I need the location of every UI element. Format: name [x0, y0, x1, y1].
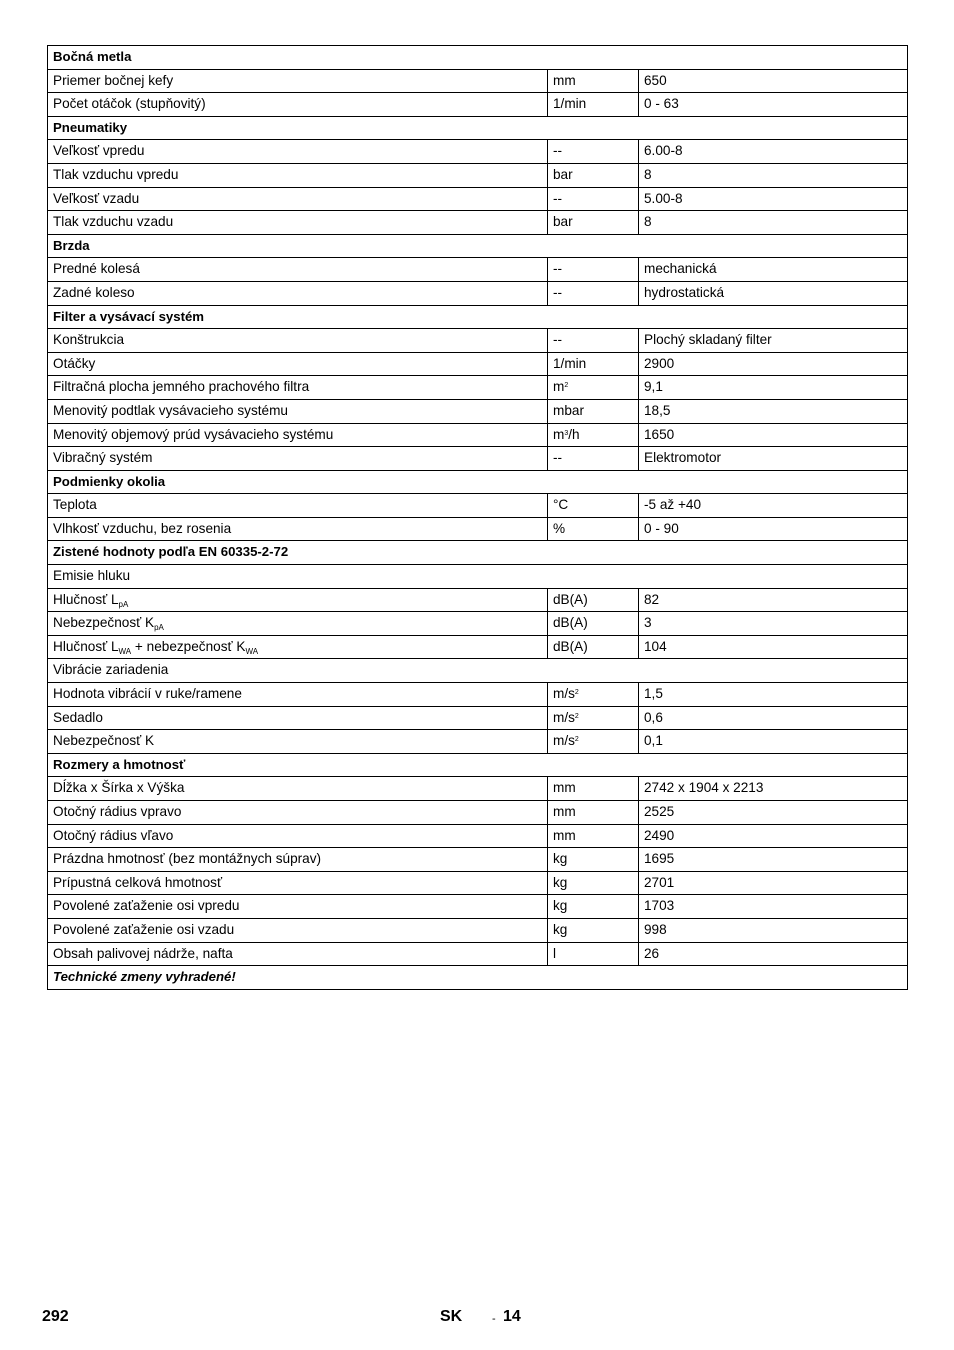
row-value: 650: [639, 69, 908, 93]
row-label: Povolené zaťaženie osi vzadu: [48, 918, 548, 942]
language-code: SK: [440, 1308, 463, 1325]
row-value: 1695: [639, 848, 908, 872]
row-label: Prípustná celková hmotnosť: [48, 871, 548, 895]
row-unit: --: [548, 329, 639, 353]
table-row: [48, 187, 908, 211]
subheading-row: [48, 565, 908, 589]
section-header-row: [48, 541, 908, 565]
table-row: [48, 895, 908, 919]
row-unit: --: [548, 258, 639, 282]
local-page-number: 14: [503, 1308, 521, 1325]
row-label: [48, 588, 548, 612]
row-label: Otáčky: [48, 352, 548, 376]
row-unit: mm: [548, 824, 639, 848]
row-label: [48, 635, 548, 659]
row-value: 3: [639, 612, 908, 636]
subheading-row: [48, 659, 908, 683]
row-value: 0,1: [639, 730, 908, 754]
row-label: Filtračná plocha jemného prachového filtra: [48, 376, 548, 400]
section-header-row: [48, 46, 908, 70]
row-label: Obsah palivovej nádrže, nafta: [48, 942, 548, 966]
row-value: 0,6: [639, 706, 908, 730]
row-unit: --: [548, 281, 639, 305]
footnote-row: [48, 966, 908, 990]
row-value: 2525: [639, 801, 908, 825]
unit-superscript: 2: [564, 382, 569, 390]
unit-rest: /h: [568, 426, 580, 442]
table-row: [48, 494, 908, 518]
row-label: Prázdna hmotnosť (bez montážnych súprav): [48, 848, 548, 872]
table-row: [48, 211, 908, 235]
row-unit: mbar: [548, 399, 639, 423]
row-unit: [548, 683, 639, 707]
table-row: [48, 69, 908, 93]
section-title: Brzda: [48, 234, 908, 258]
section-title: Podmienky okolia: [48, 470, 908, 494]
row-label: Zadné koleso: [48, 281, 548, 305]
label-text: + nebezpečnosť K: [131, 638, 246, 654]
section-title: Pneumatiky: [48, 116, 908, 140]
page-separator: -: [492, 1313, 496, 1325]
row-label: Konštrukcia: [48, 329, 548, 353]
section-header-row: [48, 234, 908, 258]
table-row: [48, 423, 908, 447]
table-row: [48, 683, 908, 707]
table-row: [48, 163, 908, 187]
table-row: [48, 918, 908, 942]
row-value: hydrostatická: [639, 281, 908, 305]
row-unit: 1/min: [548, 352, 639, 376]
label-text: Nebezpečnosť K: [53, 615, 155, 631]
row-value: 18,5: [639, 399, 908, 423]
row-label: Vibračný systém: [48, 447, 548, 471]
unit-base: m/s: [553, 733, 575, 749]
row-value: -5 až +40: [639, 494, 908, 518]
table-row: [48, 517, 908, 541]
row-label: Otočný rádius vpravo: [48, 801, 548, 825]
row-label: Tlak vzduchu vzadu: [48, 211, 548, 235]
row-unit: mm: [548, 777, 639, 801]
spec-table: [47, 45, 908, 990]
section-header-row: [48, 470, 908, 494]
row-unit: [548, 423, 639, 447]
row-unit: --: [548, 140, 639, 164]
row-label: Počet otáčok (stupňovitý): [48, 93, 548, 117]
row-unit: kg: [548, 895, 639, 919]
table-row: [48, 588, 908, 612]
table-row: [48, 801, 908, 825]
table-row: [48, 824, 908, 848]
row-value: 2900: [639, 352, 908, 376]
table-row: [48, 399, 908, 423]
row-unit: dB(A): [548, 612, 639, 636]
row-value: 0 - 90: [639, 517, 908, 541]
row-label: Priemer bočnej kefy: [48, 69, 548, 93]
row-unit: --: [548, 187, 639, 211]
row-label: Povolené zaťaženie osi vpredu: [48, 895, 548, 919]
unit-superscript: 2: [574, 712, 579, 720]
label-text: Hlučnosť L: [53, 591, 119, 607]
section-header-row: [48, 753, 908, 777]
row-value: 9,1: [639, 376, 908, 400]
row-value: 1703: [639, 895, 908, 919]
row-label: [48, 612, 548, 636]
row-label: Tlak vzduchu vpredu: [48, 163, 548, 187]
table-row: [48, 93, 908, 117]
row-unit: dB(A): [548, 588, 639, 612]
unit-base: m: [553, 379, 565, 395]
row-value: 2701: [639, 871, 908, 895]
unit-superscript: 2: [574, 736, 579, 744]
label-subscript: pA: [118, 599, 129, 609]
table-row: [48, 848, 908, 872]
row-unit: mm: [548, 69, 639, 93]
section-title: Bočná metla: [48, 46, 908, 70]
row-unit: mm: [548, 801, 639, 825]
vibration-subheading: Vibrácie zariadenia: [48, 659, 908, 683]
table-row: [48, 140, 908, 164]
row-unit: l: [548, 942, 639, 966]
unit-superscript: 3: [564, 429, 569, 437]
row-value: 1,5: [639, 683, 908, 707]
row-unit: 1/min: [548, 93, 639, 117]
unit-base: m/s: [553, 709, 575, 725]
row-value: 2490: [639, 824, 908, 848]
row-label: Teplota: [48, 494, 548, 518]
row-label: Otočný rádius vľavo: [48, 824, 548, 848]
table-row: [48, 258, 908, 282]
row-value: 8: [639, 211, 908, 235]
label-subscript: WA: [245, 646, 259, 656]
footnote: Technické zmeny vyhradené!: [48, 966, 908, 990]
row-label: Nebezpečnosť K: [48, 730, 548, 754]
row-unit: [548, 706, 639, 730]
row-value: 5.00-8: [639, 187, 908, 211]
row-label: Veľkosť vzadu: [48, 187, 548, 211]
section-header-row: [48, 305, 908, 329]
row-unit: bar: [548, 163, 639, 187]
row-unit: kg: [548, 848, 639, 872]
row-label: Dĺžka x Šírka x Výška: [48, 777, 548, 801]
row-label: Menovitý objemový prúd vysávacieho systému: [48, 423, 548, 447]
page-number: 292: [42, 1308, 69, 1325]
row-label: Hodnota vibrácií v ruke/ramene: [48, 683, 548, 707]
row-unit: [548, 730, 639, 754]
row-value: 2742 x 1904 x 2213: [639, 777, 908, 801]
row-unit: --: [548, 447, 639, 471]
row-value: 0 - 63: [639, 93, 908, 117]
table-row: [48, 706, 908, 730]
row-unit: [548, 376, 639, 400]
row-label: Veľkosť vpredu: [48, 140, 548, 164]
table-row: [48, 635, 908, 659]
section-header-row: [48, 116, 908, 140]
label-text: Hlučnosť L: [53, 638, 119, 654]
row-value: 1650: [639, 423, 908, 447]
label-subscript: pA: [154, 623, 164, 633]
table-row: [48, 376, 908, 400]
row-value: Elektromotor: [639, 447, 908, 471]
row-label: Sedadlo: [48, 706, 548, 730]
row-value: Plochý skladaný filter: [639, 329, 908, 353]
table-row: [48, 730, 908, 754]
row-unit: kg: [548, 871, 639, 895]
row-unit: °C: [548, 494, 639, 518]
row-value: 104: [639, 635, 908, 659]
row-label: Vlhkosť vzduchu, bez rosenia: [48, 517, 548, 541]
label-subscript: WA: [118, 646, 132, 656]
table-row: [48, 329, 908, 353]
table-row: [48, 281, 908, 305]
section-title: Rozmery a hmotnosť: [48, 753, 908, 777]
noise-subheading: Emisie hluku: [48, 565, 908, 589]
table-row: [48, 612, 908, 636]
row-label: Predné kolesá: [48, 258, 548, 282]
row-label: Menovitý podtlak vysávacieho systému: [48, 399, 548, 423]
table-row: [48, 871, 908, 895]
unit-superscript: 2: [574, 689, 579, 697]
section-title: Filter a vysávací systém: [48, 305, 908, 329]
row-value: 6.00-8: [639, 140, 908, 164]
table-row: [48, 942, 908, 966]
row-value: 8: [639, 163, 908, 187]
row-value: mechanická: [639, 258, 908, 282]
table-row: [48, 777, 908, 801]
unit-base: m/s: [553, 686, 575, 702]
row-value: 82: [639, 588, 908, 612]
row-unit: bar: [548, 211, 639, 235]
row-value: 998: [639, 918, 908, 942]
table-row: [48, 447, 908, 471]
row-value: 26: [639, 942, 908, 966]
row-unit: %: [548, 517, 639, 541]
row-unit: kg: [548, 918, 639, 942]
unit-base: m: [553, 426, 565, 442]
row-unit: dB(A): [548, 635, 639, 659]
section-title: Zistené hodnoty podľa EN 60335-2-72: [48, 541, 908, 565]
table-row: [48, 352, 908, 376]
